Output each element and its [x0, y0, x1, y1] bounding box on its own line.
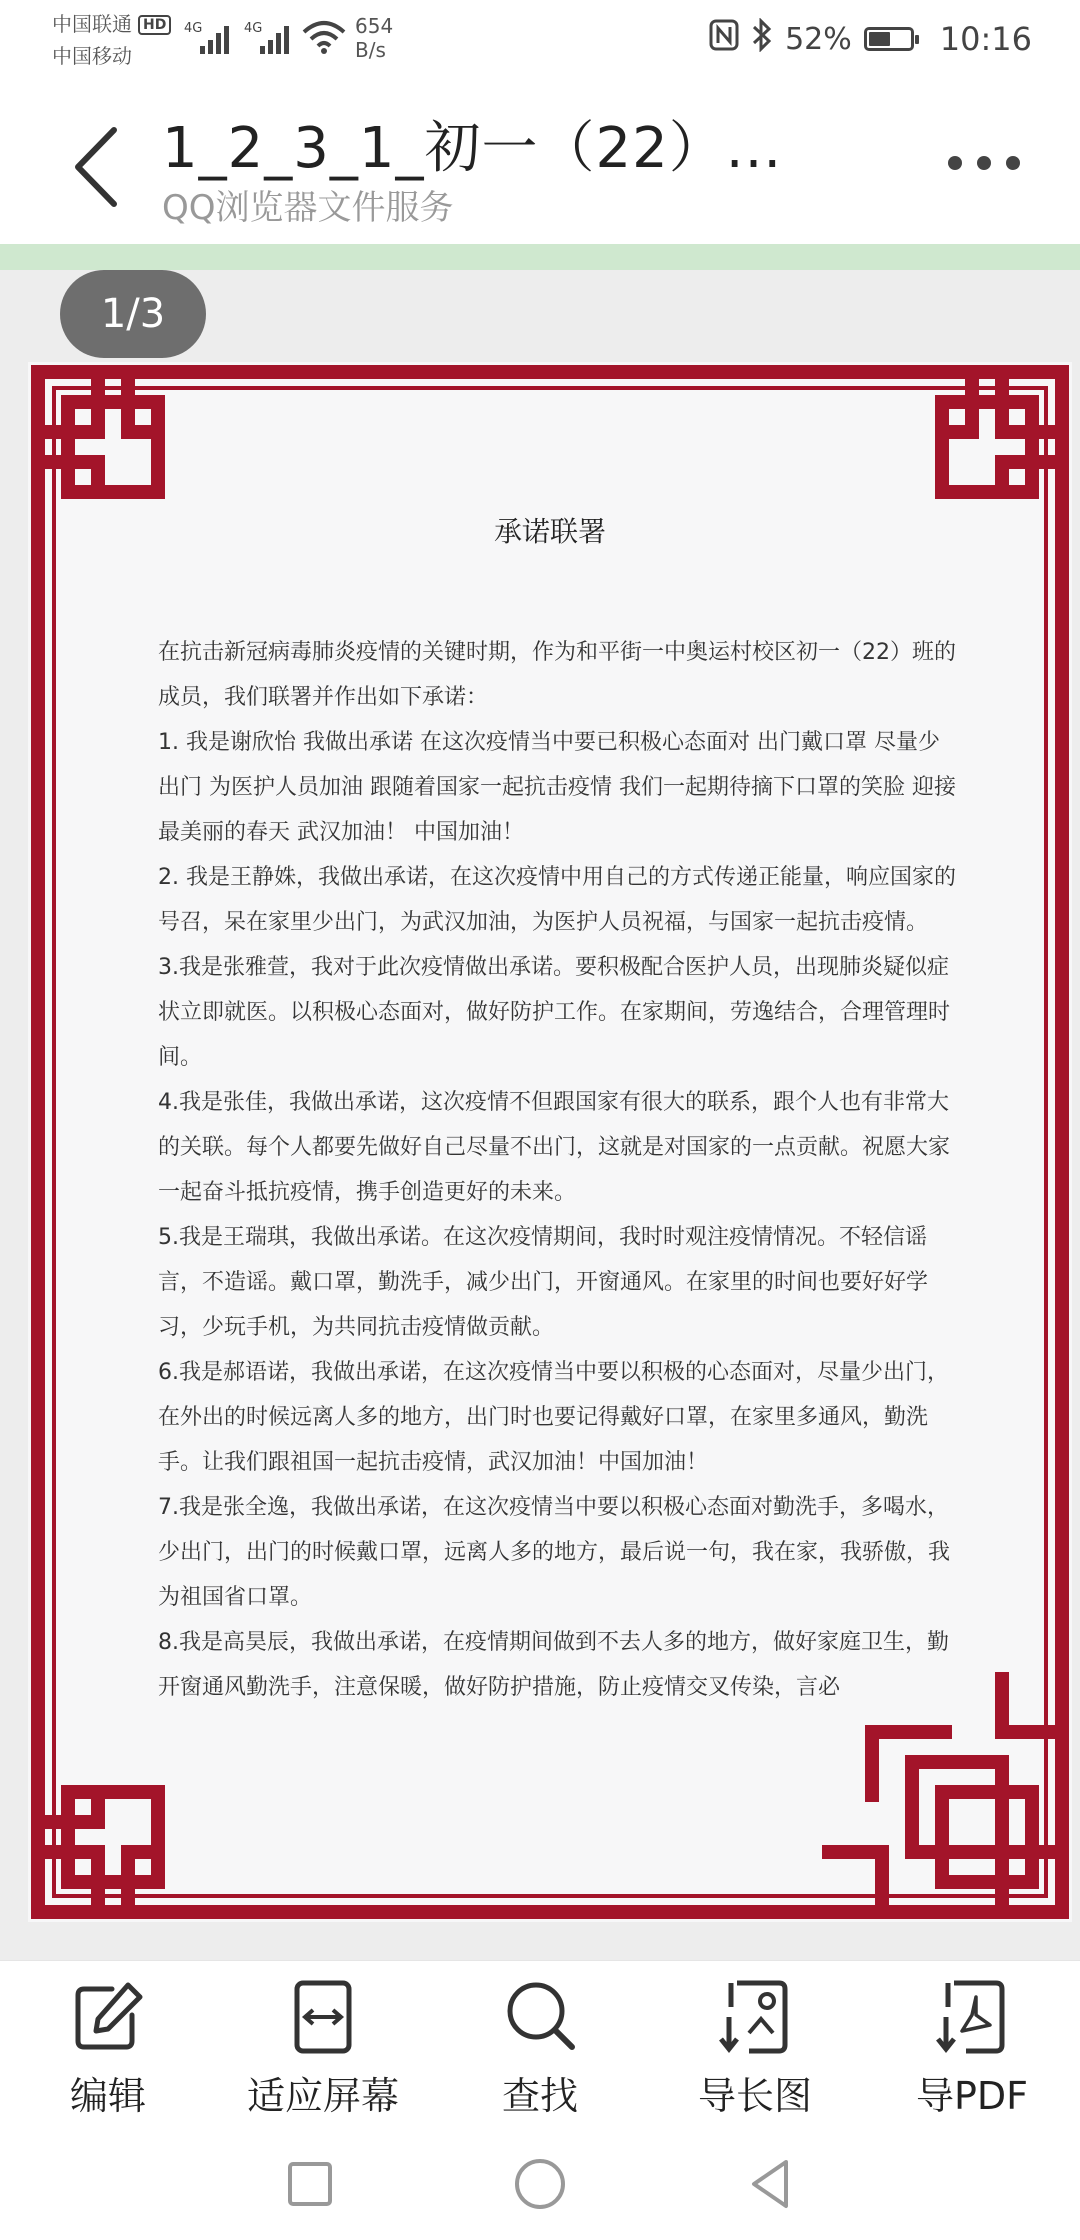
signal-strength-icon [244, 18, 296, 62]
recents-button[interactable] [280, 2154, 340, 2214]
paragraph: 6.我是郝语诺，我做出承诺，在这次疫情当中要以积极的心态面对，尽量少出门，在外出的时候远离人多的地方，出门时也要记得戴好口罩，在家里多通风，勤洗手。让我们跟祖国一起抗击疫情，武汉加油！中国加油！ [158, 1360, 949, 1475]
hd-badge: HD [138, 15, 171, 35]
search-button[interactable] [440, 1977, 640, 2117]
load-progress-bar [0, 244, 1080, 270]
document-viewer[interactable] [0, 270, 1080, 1960]
paragraph: 3.我是张雅萱，我对于此次疫情做出承诺。要积极配合医护人员，出现肺炎疑似症状立即就医。以积极心态面对，做好防护工作。在家期间，劳逸结合，合理管理时间。 [158, 955, 951, 1070]
paragraph: 8.我是高昊辰，我做出承诺，在疫情期间做到不去人多的地方，做好家庭卫生，勤开窗通风勤洗手，注意保暖，做好防护措施，防止疫情交叉传染，言必 [158, 1630, 949, 1700]
export-pdf-button[interactable] [872, 1977, 1072, 2117]
home-circle-icon [510, 2154, 570, 2214]
export-image-label: 导长图 [697, 2074, 812, 2118]
document-source: QQ浏览器文件服务 [162, 188, 454, 228]
home-button[interactable] [510, 2154, 570, 2214]
bottom-toolbar [0, 1960, 1080, 2121]
wifi-icon [302, 20, 346, 60]
paragraph: 4.我是张佳，我做出承诺，这次疫情不但跟国家有很大的联系，跟个人也有非常大的关联。每个人都要先做好自己尽量不出门，这就是对国家的一点贡献。祝愿大家一起奋斗抵抗疫情，携手创造更好的未来。 [158, 1090, 951, 1205]
dot-icon [977, 156, 991, 170]
carrier-1-name: 中国联通 [52, 12, 132, 36]
page-indicator: 1/3 [60, 270, 206, 358]
export-pdf-icon [932, 1977, 1012, 2057]
battery-icon [864, 27, 914, 51]
export-pdf-label: 导PDF [915, 2074, 1029, 2118]
carrier-2: 中国移动 [52, 44, 132, 68]
dot-icon [948, 156, 962, 170]
document-body [158, 630, 958, 1710]
signal-strength-icon [184, 18, 236, 62]
back-nav-button[interactable] [740, 2154, 800, 2214]
document-page [28, 362, 1072, 1922]
network-speed-unit: B/s [355, 38, 386, 62]
paragraph: 2. 我是王静姝，我做出承诺，在这次疫情中用自己的方式传递正能量，响应国家的号召，呆在家里少出门，为武汉加油，为医护人员祝福，与国家一起抗击疫情。 [158, 865, 956, 935]
export-image-icon [715, 1977, 795, 2057]
fit-screen-label: 适应屏幕 [246, 2074, 399, 2118]
document-title: 1_2_3_1_初一（22）... [162, 116, 783, 181]
title-bar [0, 80, 1080, 244]
paragraph: 5.我是王瑞琪，我做出承诺。在这次疫情期间，我时时观注疫情情况。不轻信谣言，不造谣。戴口罩，勤洗手，减少出门，开窗通风。在家里的时间也要好好学习，少玩手机，为共同抗击疫情做贡献。 [158, 1225, 929, 1340]
back-arrow-icon [64, 122, 134, 212]
nfc-icon [709, 19, 739, 59]
dot-icon [1006, 156, 1020, 170]
network-speed [355, 14, 393, 62]
recents-square-icon [280, 2154, 340, 2214]
search-label: 查找 [501, 2074, 578, 2118]
edit-label: 编辑 [69, 2074, 146, 2118]
document-heading: 承诺联署 [493, 515, 606, 548]
status-bar [0, 0, 1080, 80]
search-icon [500, 1977, 580, 2057]
fit-screen-button[interactable] [223, 1977, 423, 2117]
back-triangle-icon [740, 2154, 800, 2214]
system-navigation-bar [0, 2120, 1080, 2240]
status-right-group [709, 18, 1032, 60]
carrier-1 [52, 12, 171, 36]
bluetooth-icon [751, 18, 773, 60]
edit-button[interactable] [8, 1977, 208, 2117]
more-options-button[interactable] [948, 148, 1020, 178]
export-image-button[interactable] [655, 1977, 855, 2117]
paragraph: 在抗击新冠病毒肺炎疫情的关键时期，作为和平街一中奥运村校区初一（22）班的成员，我们联署并作出如下承诺： [158, 640, 956, 710]
battery-percent: 52% [785, 21, 852, 57]
signal-1-label: 4G [184, 21, 203, 36]
back-button[interactable] [64, 122, 134, 212]
network-speed-value: 654 [355, 14, 394, 38]
edit-icon [68, 1977, 148, 2057]
paragraph: 1. 我是谢欣怡 我做出承诺 在这次疫情当中要已积极心态面对 出门戴口罩 尽量少出门 为医护人员加油 跟随着国家一起抗击疫情 我们一起期待摘下口罩的笑脸 迎接最美丽的春天 武汉加油！ 中国加油！ [158, 730, 956, 845]
signal-2-label: 4G [244, 21, 263, 36]
fit-screen-icon [283, 1977, 363, 2057]
paragraph: 7.我是张全逸，我做出承诺，在这次疫情当中要以积极心态面对勤洗手，多喝水，少出门，出门的时候戴口罩，远离人多的地方，最后说一句，我在家，我骄傲，我为祖国省口罩。 [158, 1495, 951, 1610]
clock: 10:16 [939, 20, 1032, 58]
